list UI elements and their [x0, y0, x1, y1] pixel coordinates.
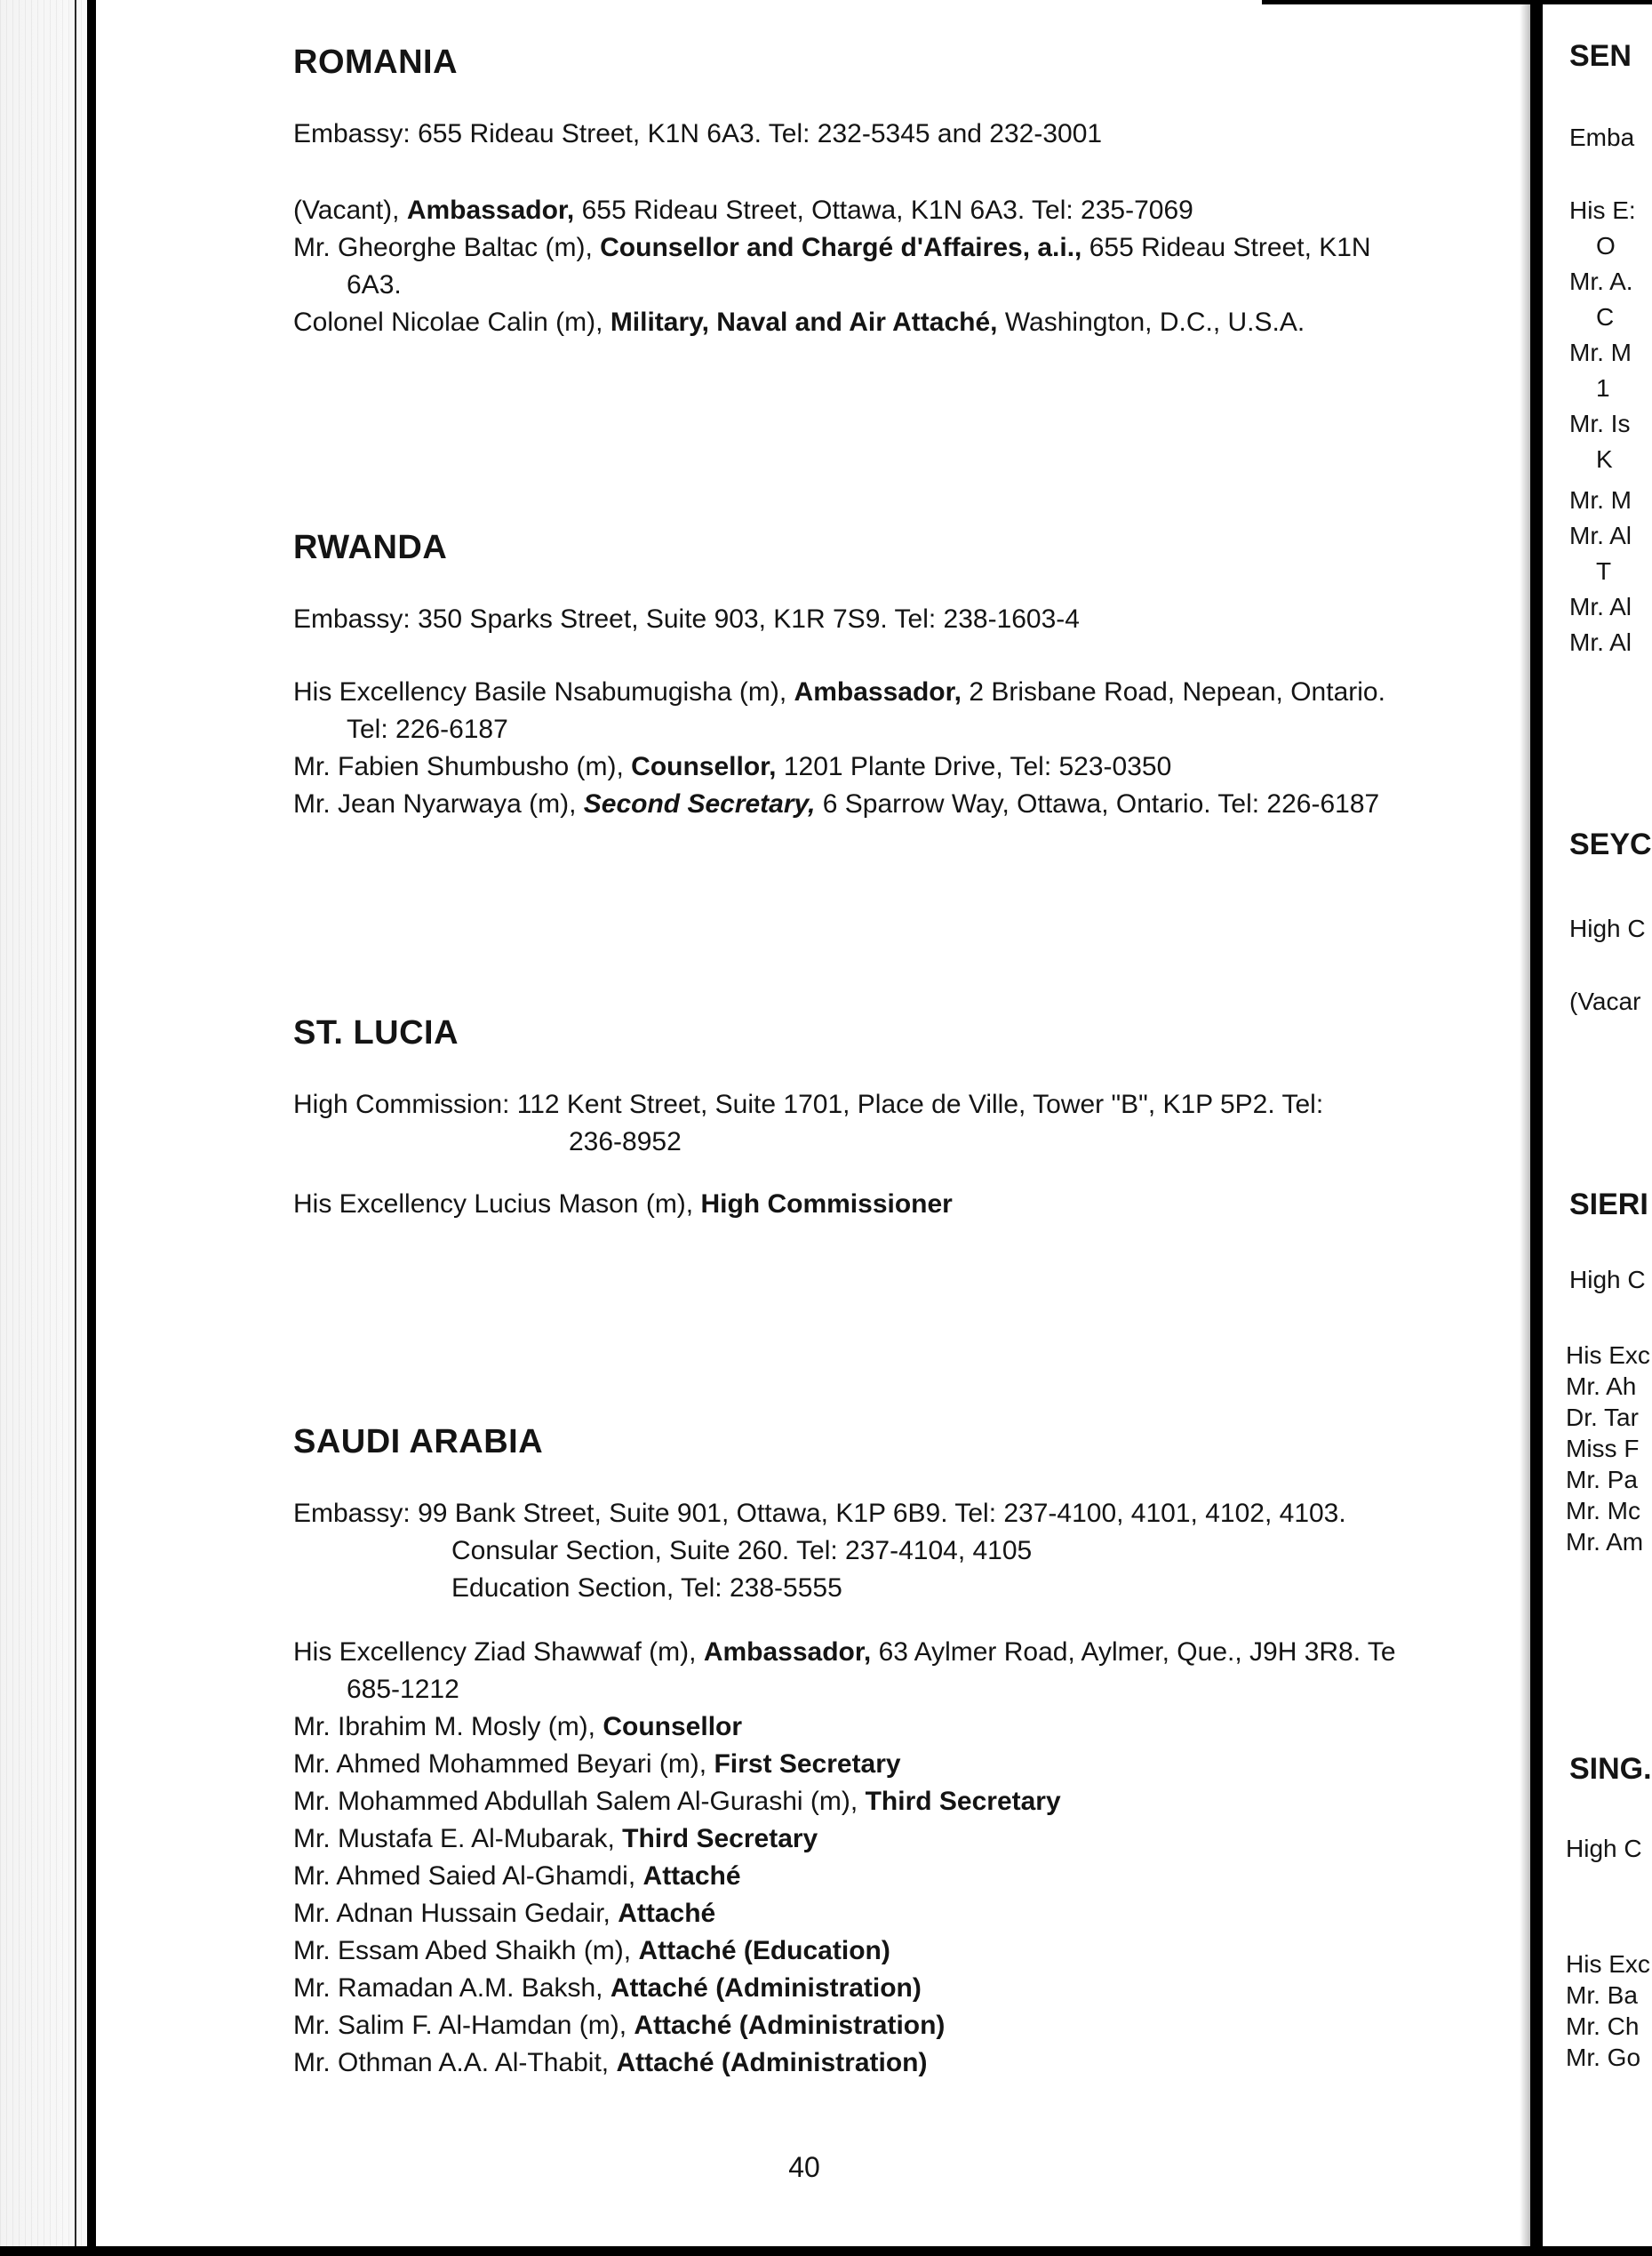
staff-name: Mr. Jean Nyarwaya (m), [293, 789, 577, 819]
adjacent-text-fragment: High C [1569, 1266, 1646, 1293]
embassy-label: Embassy: [293, 119, 411, 148]
staff-entry [293, 786, 1528, 823]
staff-entry [293, 1932, 1528, 1970]
adjacent-text-fragment: Emba [1569, 124, 1635, 151]
embassy-info [293, 1495, 1528, 1607]
adjacent-page-fragment [1543, 0, 1652, 2256]
staff-address: 6 Sparrow Way, Ottawa, Ontario. Tel: 226-6187 [822, 789, 1380, 819]
staff-title: First Secretary [714, 1749, 901, 1779]
staff-title: Ambassador, [794, 677, 962, 707]
embassy-label: Embassy: [293, 604, 411, 634]
staff-title: Attaché [642, 1861, 741, 1891]
staff-entry [293, 674, 1528, 711]
staff-name: Mr. Ibrahim M. Mosly (m), [293, 1712, 596, 1741]
embassy-label: Embassy: [293, 1499, 411, 1528]
staff-entry [293, 1186, 1528, 1223]
staff-name: Mr. Ramadan A.M. Baksh, [293, 1973, 603, 2003]
adjacent-text-fragment: Mr. Is [1569, 410, 1631, 437]
staff-entry [293, 1970, 1528, 2007]
adjacent-country-heading: SEN [1569, 39, 1632, 73]
adjacent-text-fragment: Mr. Al [1569, 628, 1632, 656]
adjacent-text-fragment: Mr. Ba [1566, 1981, 1638, 2009]
staff-title: Military, Naval and Air Attaché, [610, 308, 998, 337]
staff-title: Attaché [618, 1899, 716, 1928]
staff-entry [293, 2007, 1528, 2044]
staff-address: 2 Brisbane Road, Nepean, Ontario. [969, 677, 1385, 707]
staff-name: Mr. Othman A.A. Al-Thabit, [293, 2048, 610, 2077]
binding-rule-thin [75, 0, 76, 2256]
adjacent-text-fragment: Mr. Al [1569, 593, 1632, 620]
staff-title: Attaché (Education) [638, 1936, 890, 1965]
adjacent-country-heading: SEYC [1569, 828, 1652, 861]
adjacent-country-heading: SIERI [1569, 1188, 1648, 1221]
staff-name: Mr. Mohammed Abdullah Salem Al-Gurashi (m), [293, 1787, 858, 1816]
staff-entry [293, 1858, 1528, 1895]
staff-address: 655 Rideau Street, Ottawa, K1N 6A3. Tel: 235-7069 [581, 196, 1193, 225]
adjacent-text-fragment: Mr. Am [1566, 1528, 1644, 1556]
adjacent-text-fragment: Mr. Mc [1566, 1497, 1640, 1524]
staff-name: His Excellency Basile Nsabumugisha (m), [293, 677, 787, 707]
staff-name: Mr. Gheorghe Baltac (m), [293, 233, 593, 262]
staff-title: Second Secretary, [583, 789, 816, 819]
embassy-address: 99 Bank Street, Suite 901, Ottawa, K1P 6B9. Tel: 237-4100, 4101, 4102, 4103. [418, 1499, 1346, 1528]
embassy-address: 112 Kent Street, Suite 1701, Place de Ville, Tower "B", K1P 5P2. Tel: [516, 1090, 1324, 1119]
staff-name: Mr. Ahmed Saied Al-Ghamdi, [293, 1861, 636, 1891]
staff-name: Mr. Mustafa E. Al-Mubarak, [293, 1824, 615, 1853]
staff-name: Mr. Essam Abed Shaikh (m), [293, 1936, 632, 1965]
adjacent-text-fragment: His Exc [1566, 1341, 1650, 1369]
staff-entry-continuation: 685-1212 [347, 1675, 459, 1704]
section-rwanda [293, 528, 1528, 823]
adjacent-country-heading: SING. [1569, 1752, 1652, 1786]
staff-entry [293, 1895, 1528, 1932]
staff-name: Mr. Fabien Shumbusho (m), [293, 752, 624, 781]
country-heading: RWANDA [293, 529, 448, 566]
staff-entry [293, 229, 1528, 267]
adjacent-text-fragment: High C [1569, 915, 1646, 942]
staff-name: His Excellency Ziad Shawwaf (m), [293, 1637, 697, 1667]
staff-title: Counsellor and Chargé d'Affaires, a.i., [600, 233, 1082, 262]
embassy-address-continuation: 236-8952 [569, 1127, 682, 1156]
staff-name: Mr. Salim F. Al-Hamdan (m), [293, 2011, 627, 2040]
embassy-address-line: Consular Section, Suite 260. Tel: 237-4104, 4105 [451, 1536, 1033, 1565]
adjacent-text-fragment: Mr. Ch [1566, 2012, 1640, 2040]
adjacent-text-fragment: Mr. A. [1569, 268, 1633, 295]
section-romania [293, 43, 1528, 341]
adjacent-text-fragment: Mr. Pa [1566, 1466, 1638, 1493]
scan-binding-margin [0, 0, 96, 2256]
staff-name: Mr. Adnan Hussain Gedair, [293, 1899, 611, 1928]
country-heading: SAUDI ARABIA [293, 1423, 544, 1460]
adjacent-text-fragment: Mr. Go [1566, 2044, 1641, 2071]
staff-title: Ambassador, [406, 196, 575, 225]
staff-list [293, 674, 1528, 823]
adjacent-text-fragment: His Exc [1566, 1950, 1650, 1978]
staff-list [293, 1634, 1528, 2082]
country-heading: ROMANIA [293, 44, 459, 81]
embassy-info [293, 601, 1528, 638]
staff-title: High Commissioner [700, 1189, 953, 1219]
staff-address: Washington, D.C., U.S.A. [1004, 308, 1305, 337]
staff-entry [293, 1746, 1528, 1783]
staff-entry [293, 1820, 1528, 1858]
adjacent-text-fragment: Mr. M [1569, 339, 1632, 366]
staff-address: 655 Rideau Street, K1N [1089, 233, 1371, 262]
adjacent-text-fragment: Miss F [1566, 1435, 1640, 1462]
section-saudi-arabia [293, 1422, 1528, 2082]
staff-entry [293, 1634, 1528, 1671]
staff-entry [293, 748, 1528, 786]
staff-title: Attaché (Administration) [616, 2048, 928, 2077]
embassy-address-line: Education Section, Tel: 238-5555 [451, 1573, 842, 1603]
staff-name: (Vacant), [293, 196, 400, 225]
staff-title: Third Secretary [622, 1824, 818, 1853]
staff-name: His Excellency Lucius Mason (m), [293, 1189, 694, 1219]
adjacent-text-fragment: 1 [1596, 374, 1610, 402]
adjacent-text-fragment: O [1596, 232, 1616, 260]
adjacent-text-fragment: Mr. M [1569, 486, 1632, 514]
staff-title: Ambassador, [703, 1637, 872, 1667]
staff-name: Colonel Nicolae Calin (m), [293, 308, 603, 337]
staff-entry [293, 2044, 1528, 2082]
staff-entry [293, 1783, 1528, 1820]
staff-entry-continuation: 6A3. [347, 270, 402, 300]
staff-title: Attaché (Administration) [634, 2011, 946, 2040]
country-heading: ST. LUCIA [293, 1014, 459, 1052]
staff-list [293, 192, 1528, 341]
embassy-info [293, 116, 1528, 153]
staff-entry [293, 304, 1528, 341]
adjacent-text-fragment: C [1596, 303, 1615, 331]
embassy-info [293, 1086, 1528, 1161]
staff-entry [293, 1708, 1528, 1746]
embassy-label: High Commission: [293, 1090, 510, 1119]
embassy-address: 350 Sparks Street, Suite 903, K1R 7S9. Tel: 238-1603-4 [418, 604, 1080, 634]
directory-page [293, 0, 1528, 2256]
staff-name: Mr. Ahmed Mohammed Beyari (m), [293, 1749, 707, 1779]
adjacent-text-fragment: Mr. Ah [1566, 1372, 1637, 1400]
page-gutter [1530, 0, 1543, 2256]
staff-title: Third Secretary [865, 1787, 1061, 1816]
staff-entry-continuation: Tel: 226-6187 [347, 715, 508, 744]
staff-title: Counsellor, [631, 752, 777, 781]
binding-rule [87, 0, 96, 2256]
staff-address: 63 Aylmer Road, Aylmer, Que., J9H 3R8. Te [878, 1637, 1396, 1667]
adjacent-text-fragment: Dr. Tar [1566, 1404, 1639, 1431]
adjacent-text-fragment: His E: [1569, 196, 1636, 224]
staff-address: 1201 Plante Drive, Tel: 523-0350 [783, 752, 1172, 781]
staff-title: Counsellor [603, 1712, 743, 1741]
page-number: 40 [788, 2151, 820, 2183]
section-st-lucia [293, 1013, 1528, 1223]
adjacent-text-fragment: High C [1566, 1835, 1642, 1862]
adjacent-text-fragment: K [1596, 445, 1613, 473]
adjacent-text-fragment: T [1596, 557, 1612, 585]
adjacent-text-fragment: (Vacar [1569, 988, 1641, 1015]
staff-entry [293, 192, 1528, 229]
staff-list [293, 1186, 1528, 1223]
staff-title: Attaché (Administration) [610, 1973, 922, 2003]
adjacent-text-fragment: Mr. Al [1569, 522, 1632, 549]
embassy-address: 655 Rideau Street, K1N 6A3. Tel: 232-5345 and 232-3001 [418, 119, 1103, 148]
